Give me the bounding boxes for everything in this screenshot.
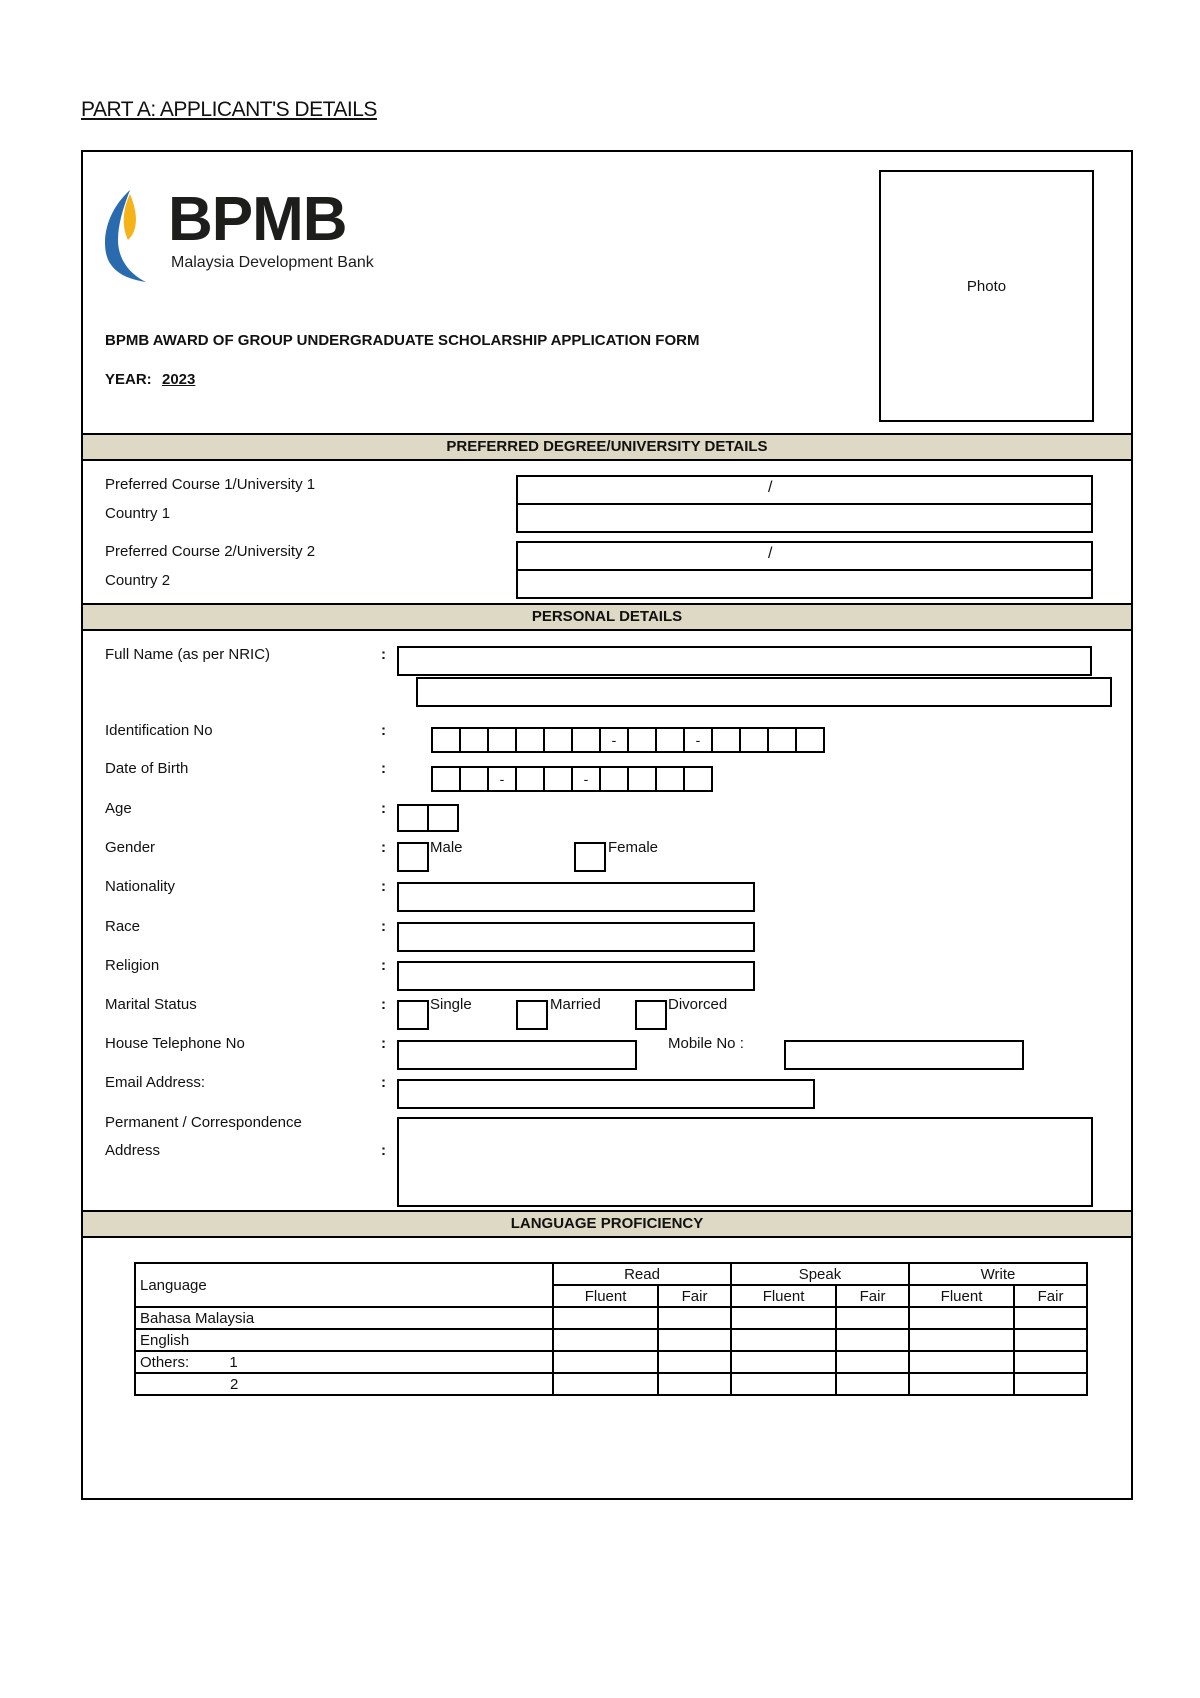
part-title: PART A: APPLICANT'S DETAILS bbox=[81, 98, 377, 121]
table-row bbox=[135, 1329, 1087, 1351]
table-cell[interactable] bbox=[909, 1307, 1014, 1329]
row-language-others[interactable] bbox=[135, 1351, 553, 1373]
table-cell[interactable] bbox=[553, 1307, 658, 1329]
year-label: YEAR: bbox=[105, 371, 152, 388]
country1-input[interactable] bbox=[516, 503, 1093, 533]
table-cell[interactable] bbox=[553, 1329, 658, 1351]
nationality-label: Nationality bbox=[105, 878, 176, 895]
gender-male-label: Male bbox=[430, 839, 463, 856]
table-cell[interactable] bbox=[731, 1307, 836, 1329]
gender-label: Gender bbox=[105, 839, 156, 856]
id-digit[interactable] bbox=[571, 727, 601, 753]
course2-input[interactable] bbox=[516, 541, 1093, 571]
marital-status-label: Marital Status bbox=[105, 996, 197, 1013]
id-digit[interactable] bbox=[627, 727, 657, 753]
email-label: Email Address: bbox=[105, 1074, 206, 1091]
table-cell[interactable] bbox=[658, 1351, 731, 1373]
table-cell[interactable] bbox=[731, 1351, 836, 1373]
dob-digit[interactable] bbox=[459, 766, 489, 792]
table-cell[interactable] bbox=[1014, 1373, 1087, 1395]
colon: : bbox=[381, 646, 386, 663]
colon: : bbox=[381, 800, 386, 817]
id-digit[interactable] bbox=[487, 727, 517, 753]
address-label-line2: Address bbox=[105, 1142, 161, 1159]
table-cell[interactable] bbox=[836, 1373, 909, 1395]
row-language: Bahasa Malaysia bbox=[135, 1307, 553, 1329]
dob-digit[interactable] bbox=[655, 766, 685, 792]
table-cell[interactable] bbox=[658, 1373, 731, 1395]
photo-box[interactable] bbox=[879, 170, 1094, 422]
religion-input[interactable] bbox=[397, 961, 755, 991]
colon: : bbox=[381, 1142, 386, 1159]
full-name-input-2[interactable] bbox=[416, 677, 1112, 707]
id-digit[interactable] bbox=[459, 727, 489, 753]
dob-label: Date of Birth bbox=[105, 760, 189, 777]
row-language: English bbox=[135, 1329, 553, 1351]
marital-divorced-checkbox[interactable] bbox=[635, 1000, 667, 1030]
dob-dash: - bbox=[571, 766, 601, 792]
table-row bbox=[135, 1373, 1087, 1395]
gender-female-label: Female bbox=[608, 839, 659, 856]
level-fluent: Fluent bbox=[731, 1285, 836, 1307]
logo-subtitle: Malaysia Development Bank bbox=[171, 254, 374, 271]
course2-separator: / bbox=[768, 545, 773, 562]
colon: : bbox=[381, 722, 386, 739]
nationality-input[interactable] bbox=[397, 882, 755, 912]
colon: : bbox=[381, 1074, 386, 1091]
group-read: Read bbox=[553, 1263, 731, 1285]
colon: : bbox=[381, 996, 386, 1013]
marital-single-checkbox[interactable] bbox=[397, 1000, 429, 1030]
table-cell[interactable] bbox=[658, 1329, 731, 1351]
level-fluent: Fluent bbox=[553, 1285, 658, 1307]
form-title: BPMB AWARD OF GROUP UNDERGRADUATE SCHOLARSHIP APPLICATION FORM bbox=[105, 332, 700, 349]
table-cell[interactable] bbox=[1014, 1329, 1087, 1351]
year-value: 2023 bbox=[162, 371, 196, 388]
table-cell[interactable] bbox=[731, 1373, 836, 1395]
table-cell[interactable] bbox=[836, 1307, 909, 1329]
photo-label: Photo bbox=[966, 277, 1007, 295]
id-dash: - bbox=[683, 727, 713, 753]
row-number: 2 bbox=[230, 1375, 239, 1393]
course1-input[interactable] bbox=[516, 475, 1093, 505]
row-language-others[interactable] bbox=[135, 1373, 553, 1395]
dob-digit[interactable] bbox=[543, 766, 573, 792]
group-speak: Speak bbox=[731, 1263, 909, 1285]
table-cell[interactable] bbox=[909, 1329, 1014, 1351]
table-cell[interactable] bbox=[909, 1351, 1014, 1373]
course2-label: Preferred Course 2/University 2 bbox=[105, 543, 316, 560]
colon: : bbox=[381, 957, 386, 974]
table-cell[interactable] bbox=[731, 1329, 836, 1351]
level-fair: Fair bbox=[1014, 1285, 1087, 1307]
house-tel-label: House Telephone No bbox=[105, 1035, 245, 1052]
colon: : bbox=[381, 839, 386, 856]
age-digit[interactable] bbox=[427, 804, 459, 832]
dob-boxes[interactable] bbox=[431, 766, 713, 792]
religion-label: Religion bbox=[105, 957, 160, 974]
table-cell[interactable] bbox=[909, 1373, 1014, 1395]
id-digit[interactable] bbox=[711, 727, 741, 753]
colon: : bbox=[381, 760, 386, 777]
marital-divorced-label: Divorced bbox=[668, 996, 728, 1013]
id-digit[interactable] bbox=[655, 727, 685, 753]
dob-digit[interactable] bbox=[515, 766, 545, 792]
table-cell[interactable] bbox=[553, 1351, 658, 1373]
colon: : bbox=[381, 1035, 386, 1052]
gender-female-checkbox[interactable] bbox=[574, 842, 606, 872]
marital-married-label: Married bbox=[550, 996, 601, 1013]
language-table bbox=[134, 1262, 1088, 1396]
language-header: Language bbox=[135, 1263, 553, 1307]
group-write: Write bbox=[909, 1263, 1087, 1285]
colon: : bbox=[381, 878, 386, 895]
dob-digit[interactable] bbox=[431, 766, 461, 792]
table-row bbox=[135, 1307, 1087, 1329]
age-digit[interactable] bbox=[397, 804, 429, 832]
dob-dash: - bbox=[487, 766, 517, 792]
colon: : bbox=[381, 918, 386, 935]
course1-separator: / bbox=[768, 479, 773, 496]
dob-digit[interactable] bbox=[599, 766, 629, 792]
id-digit[interactable] bbox=[739, 727, 769, 753]
table-row bbox=[135, 1351, 1087, 1373]
section-degree: PREFERRED DEGREE/UNIVERSITY DETAILS bbox=[83, 433, 1131, 461]
id-digit[interactable] bbox=[515, 727, 545, 753]
bpmb-logo bbox=[100, 185, 400, 283]
country1-label: Country 1 bbox=[105, 505, 171, 522]
full-name-label: Full Name (as per NRIC) bbox=[105, 646, 271, 663]
id-digit[interactable] bbox=[795, 727, 825, 753]
level-fair: Fair bbox=[658, 1285, 731, 1307]
marital-single-label: Single bbox=[430, 996, 472, 1013]
section-language: LANGUAGE PROFICIENCY bbox=[83, 1210, 1131, 1238]
age-boxes[interactable] bbox=[397, 804, 459, 832]
table-cell[interactable] bbox=[1014, 1351, 1087, 1373]
level-fluent: Fluent bbox=[909, 1285, 1014, 1307]
id-digit[interactable] bbox=[543, 727, 573, 753]
address-input[interactable] bbox=[397, 1117, 1093, 1207]
row-language: Others: bbox=[140, 1353, 190, 1371]
country2-label: Country 2 bbox=[105, 572, 171, 589]
race-label: Race bbox=[105, 918, 141, 935]
race-input[interactable] bbox=[397, 922, 755, 952]
dob-digit[interactable] bbox=[683, 766, 713, 792]
table-cell[interactable] bbox=[836, 1351, 909, 1373]
table-cell[interactable] bbox=[553, 1373, 658, 1395]
course1-label: Preferred Course 1/University 1 bbox=[105, 476, 316, 493]
gender-male-checkbox[interactable] bbox=[397, 842, 429, 872]
marital-married-checkbox[interactable] bbox=[516, 1000, 548, 1030]
table-cell[interactable] bbox=[658, 1307, 731, 1329]
logo-brand: BPMB bbox=[168, 185, 347, 254]
age-label: Age bbox=[105, 800, 132, 817]
section-personal: PERSONAL DETAILS bbox=[83, 603, 1131, 631]
level-fair: Fair bbox=[836, 1285, 909, 1307]
email-input[interactable] bbox=[397, 1079, 815, 1109]
country2-input[interactable] bbox=[516, 569, 1093, 599]
address-label-line1: Permanent / Correspondence bbox=[105, 1114, 302, 1131]
flame-icon bbox=[100, 188, 148, 283]
id-no-label: Identification No bbox=[105, 722, 213, 739]
table-cell[interactable] bbox=[1014, 1307, 1087, 1329]
id-dash: - bbox=[599, 727, 629, 753]
row-number: 1 bbox=[229, 1353, 238, 1371]
full-name-input-1[interactable] bbox=[397, 646, 1092, 676]
dob-digit[interactable] bbox=[627, 766, 657, 792]
mobile-label: Mobile No : bbox=[668, 1035, 744, 1052]
id-digit[interactable] bbox=[431, 727, 461, 753]
id-digit[interactable] bbox=[767, 727, 797, 753]
table-cell[interactable] bbox=[836, 1329, 909, 1351]
mobile-input[interactable] bbox=[784, 1040, 1024, 1070]
house-tel-input[interactable] bbox=[397, 1040, 637, 1070]
id-no-boxes[interactable] bbox=[431, 727, 825, 753]
